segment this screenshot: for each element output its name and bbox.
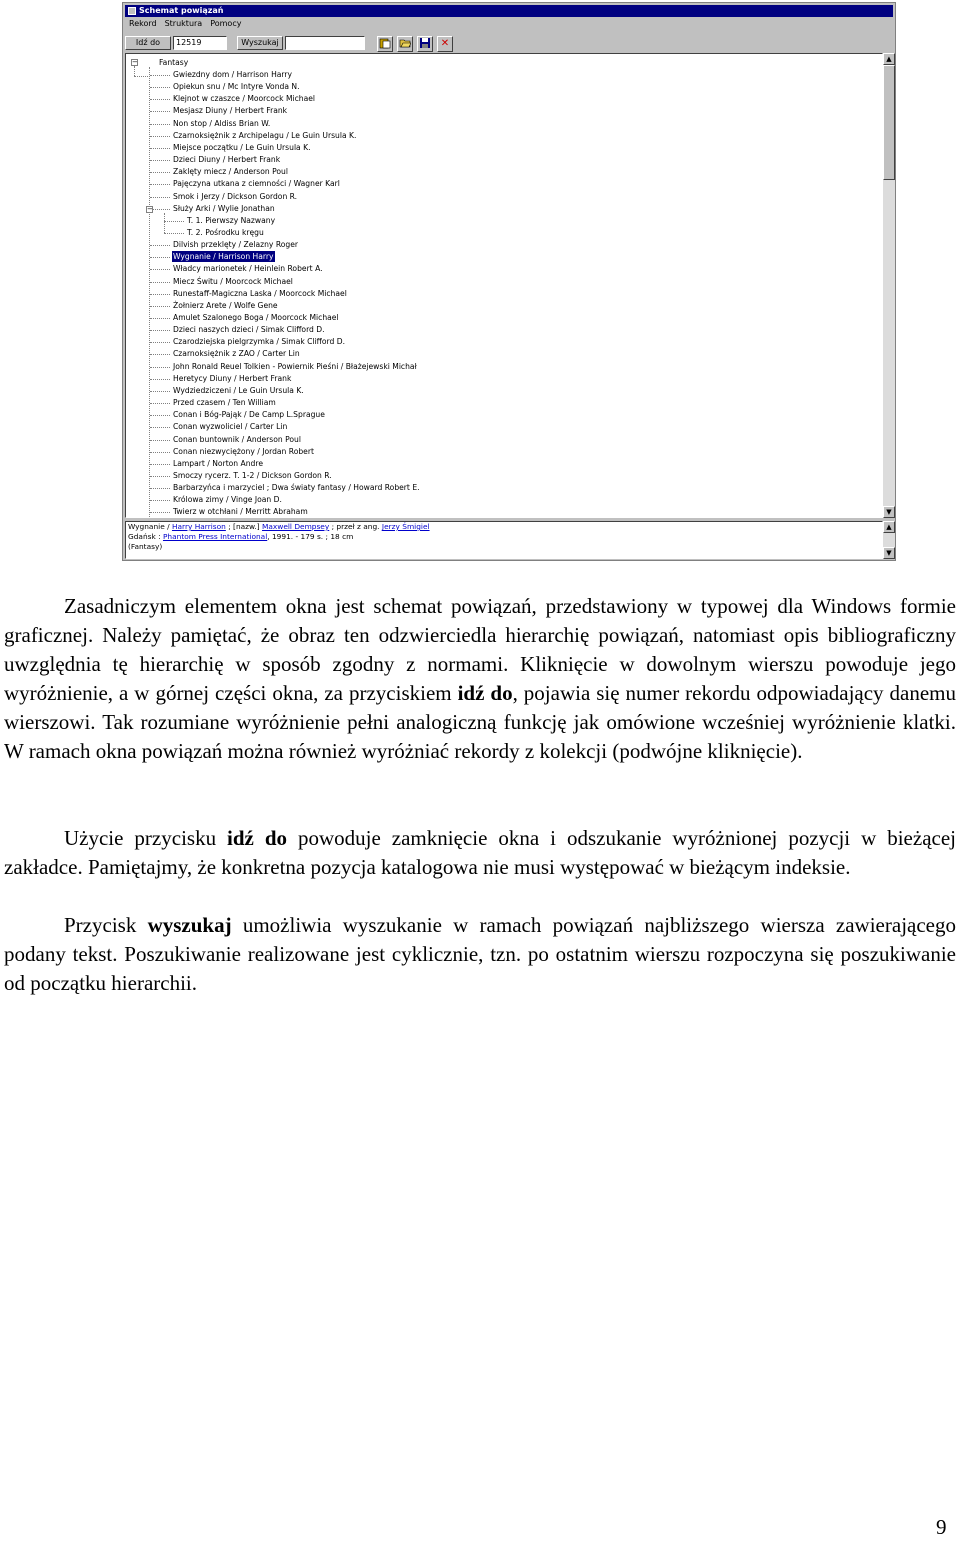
tree-subitem[interactable]: T. 2. Pośrodku kręgu <box>187 227 264 237</box>
tree-item[interactable]: Conan i Bóg-Pająk / De Camp L.Sprague <box>173 410 325 420</box>
tree-connector <box>150 403 170 404</box>
app-icon <box>128 7 136 15</box>
menu-pomocy[interactable]: Pomocy <box>210 19 242 28</box>
record-number-field[interactable]: 12519 <box>173 36 227 50</box>
tree-connector <box>150 209 170 210</box>
tree-connector <box>150 367 170 368</box>
tree-item[interactable]: Czarodziejska pielgrzymka / Simak Clifford D. <box>173 337 346 347</box>
search-field[interactable] <box>285 36 365 50</box>
window-titlebar <box>125 5 893 17</box>
tree-connector <box>150 318 170 319</box>
tree-connector <box>150 148 170 149</box>
tree-item[interactable]: Runestaff-Magiczna Laska / Moorcock Michael <box>173 288 347 298</box>
tree-connector <box>164 213 165 233</box>
tree-item[interactable]: Miejsce początku / Le Guin Ursula K. <box>173 142 311 152</box>
tree-connector <box>134 66 135 76</box>
tree-item[interactable]: Smoczy rycerz. T. 1-2 / Dickson Gordon R. <box>173 470 332 480</box>
tree-item[interactable]: Służy Arki / Wylie Jonathan <box>173 203 275 213</box>
collapse-node-icon[interactable]: − <box>147 204 153 213</box>
tree-connector <box>150 330 170 331</box>
tree-item[interactable]: Czarnoksiężnik z ZAO / Carter Lin <box>173 349 300 359</box>
tree-item[interactable]: Zaklęty miecz / Anderson Poul <box>173 167 288 177</box>
tree-connector <box>150 75 170 76</box>
description-line-1: Wygnanie / Harry Harrison ; [nazw.] Maxwell Dempsey ; przeł z ang. Jerzy Śmigiel <box>128 522 430 531</box>
tree-item[interactable]: Pajęczyna utkana z ciemności / Wagner Karl <box>173 179 340 189</box>
tree-connector <box>150 257 170 258</box>
tree-connector <box>150 342 170 343</box>
tree-item[interactable]: Twierz w otchłani / Merritt Abraham <box>173 507 308 517</box>
description-line-3: (Fantasy) <box>128 542 163 551</box>
tree-item[interactable]: Wydziedziczeni / Le Guin Ursula K. <box>173 385 304 395</box>
tree-item[interactable]: Non stop / Aldiss Brian W. <box>173 118 271 128</box>
tree-item[interactable]: Conan buntownik / Anderson Poul <box>173 434 301 444</box>
tree-connector <box>150 500 170 501</box>
tree-connector <box>150 99 170 100</box>
scroll-up-icon[interactable]: ▲ <box>883 53 895 65</box>
pseudonym-link[interactable]: Maxwell Dempsey <box>262 522 330 531</box>
relations-tree <box>125 53 883 518</box>
related-records-window <box>122 2 896 561</box>
translator-link[interactable]: Jerzy Śmigiel <box>381 522 430 531</box>
tree-connector <box>164 221 184 222</box>
tree-connector <box>149 67 150 517</box>
tree-connector <box>150 306 170 307</box>
page-number: 9 <box>936 1515 947 1539</box>
tree-item[interactable]: Gwiezdny dom / Harrison Harry <box>173 70 293 79</box>
tree-item[interactable]: Conan niezwyciężony / Jordan Robert <box>173 446 314 456</box>
tree-item[interactable]: Opiekun snu / Mc Intyre Vonda N. <box>173 82 300 92</box>
tree-item[interactable]: Conan wyzwoliciel / Carter Lin <box>173 422 288 432</box>
tree-connector <box>150 488 170 489</box>
author-link[interactable]: Harry Harrison <box>171 522 226 531</box>
tree-item[interactable]: Heretycy Diuny / Herbert Frank <box>173 373 292 383</box>
goto-button[interactable]: Idź do <box>125 36 171 50</box>
description-line-2: Gdańsk : Phantom Press International, 1991. - 179 s. ; 18 cm <box>128 532 354 541</box>
search-button[interactable]: Wyszukaj <box>237 36 283 50</box>
menu-rekord[interactable]: Rekord <box>129 19 157 28</box>
paragraph-2: Użycie przycisku idź do powoduje zamknięcie okna i odszukanie wyróżnionej pozycji w bieżącej zakładce. Pamiętajmy, że konkretna pozycja katalogowa nie musi występować w bieżącym indeksie. <box>4 826 956 879</box>
tree-connector <box>164 233 184 234</box>
tree-connector <box>150 452 170 453</box>
tree-item[interactable]: Dzieci naszych dzieci / Simak Clifford D. <box>173 325 325 335</box>
tree-connector <box>150 282 170 283</box>
menu-struktura[interactable]: Struktura <box>164 19 203 28</box>
publisher-link[interactable]: Phantom Press International <box>162 532 268 541</box>
desc-scroll-down-icon[interactable]: ▼ <box>883 547 895 559</box>
tree-connector <box>134 76 150 77</box>
tree-connector <box>150 354 170 355</box>
tree-connector <box>150 172 170 173</box>
tree-item[interactable]: Przed czasem / Ten William <box>173 398 276 408</box>
tree-item[interactable]: Władcy marionetek / Heinlein Robert A. <box>173 264 323 274</box>
desc-scroll-up-icon[interactable]: ▲ <box>883 521 895 533</box>
tree-item[interactable]: Barbarzyńca i marzyciel ; Dwa światy fantasy / Howard Robert E. <box>173 483 420 493</box>
tree-connector <box>150 136 170 137</box>
paste-icon[interactable] <box>377 36 393 52</box>
tree-connector <box>150 440 170 441</box>
tree-root-fantasy[interactable]: Fantasy <box>159 58 189 67</box>
tree-connector <box>150 294 170 295</box>
tree-connector <box>150 415 170 416</box>
tree-item[interactable]: Żołnierz Arete / Wolfe Gene <box>173 300 278 310</box>
save-icon[interactable] <box>417 36 433 52</box>
tree-item[interactable]: Mesjasz Diuny / Herbert Frank <box>173 106 288 116</box>
tree-scrollbar[interactable] <box>883 53 895 518</box>
collapse-root-icon[interactable]: − <box>132 58 138 66</box>
bibliographic-description <box>125 521 883 559</box>
tree-connector <box>150 124 170 125</box>
paragraph-1: Zasadniczym elementem okna jest schemat powiązań, przedstawiony w typowej dla Windows formie graficznej. Należy pamiętać, że obraz ten odzwierciedla hierarchię powiązań, natomiast opis bibliograficzny uwzględnia tę hierarchię w sposób zgodny z normami. Kliknięcie w dowolnym wierszu powoduje jego wyróżnienie, a w górnej części okna, za przyciskiem idź do, pojawia się numer rekordu odpowiadający danemu wierszowi. Tak rozumiane wyróżnienie pełni analogiczną funkcję jak omówione wcześniej wyróżnienie klatki. W ramach okna powiązań można również wyróżniać rekordy z kolekcji (podwójne kliknięcie). <box>4 594 957 763</box>
paragraph-3: Przycisk wyszukaj umożliwia wyszukanie w ramach powiązań najbliższego wiersza zawierającego podany tekst. Poszukiwanie realizowane jest cyklicznie, tzn. po ostatnim wierszu rozpoczyna się poszukiwanie od początku hierarchii. <box>4 913 956 995</box>
tree-connector <box>150 245 170 246</box>
toolbar <box>125 33 893 53</box>
tree-item[interactable]: Klejnot w czaszce / Moorcock Michael <box>173 94 316 104</box>
tree-item[interactable]: John Ronald Reuel Tolkien - Powiernik Pieśni / Błażejewski Michał <box>173 361 417 371</box>
scroll-thumb[interactable] <box>883 65 895 180</box>
tree-item[interactable]: Lampart / Norton Andre <box>173 458 263 468</box>
tree-subitem[interactable]: T. 1. Pierwszy Nazwany <box>187 215 276 225</box>
window-title: Schemat powiązań <box>139 6 224 15</box>
tree-item[interactable]: Miecz Świtu / Moorcock Michael <box>173 276 293 286</box>
tree-item[interactable]: Dilvish przeklęty / Zelazny Roger <box>173 240 299 250</box>
tree-item[interactable]: Królowa zimy / Vinge Joan D. <box>173 495 282 505</box>
tree-connector <box>150 512 170 513</box>
tree-connector <box>150 111 170 112</box>
tree-connector <box>150 391 170 392</box>
description-scrollbar[interactable] <box>883 521 895 559</box>
tree-connector <box>150 160 170 161</box>
tree-item[interactable]: Smok i Jerzy / Dickson Gordon R. <box>173 191 298 201</box>
tree-item[interactable]: Wygnanie / Harrison Harry <box>173 252 274 262</box>
tree-item[interactable]: Amulet Szalonego Boga / Moorcock Michael <box>173 313 339 322</box>
tree-item[interactable]: Dzieci Diuny / Herbert Frank <box>173 155 281 165</box>
tree-connector <box>150 427 170 428</box>
tree-connector <box>150 379 170 380</box>
open-folder-icon[interactable] <box>397 36 413 52</box>
tree-connector <box>150 464 170 465</box>
close-icon[interactable]: ✕ <box>437 36 453 52</box>
tree-connector <box>150 476 170 477</box>
menu-bar <box>125 17 245 30</box>
tree-connector <box>150 269 170 270</box>
scroll-down-icon[interactable]: ▼ <box>883 506 895 518</box>
tree-item[interactable]: Czarnoksiężnik z Archipelagu / Le Guin Ursula K. <box>173 130 357 140</box>
tree-connector <box>150 184 170 185</box>
tree-connector <box>150 87 170 88</box>
tree-connector <box>150 197 170 198</box>
